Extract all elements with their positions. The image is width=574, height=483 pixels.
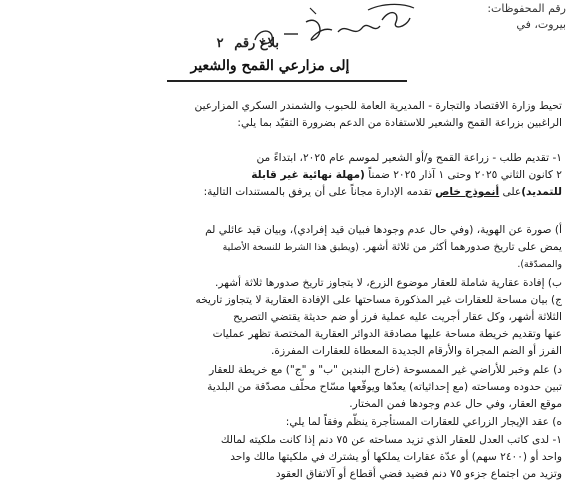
item-a-line-2 — [223, 239, 562, 256]
item-b-line-1: ب) إفادة عقارية شاملة للعقار موضوع الزرع، لا يتجاوز تاريخ صدورها ثلاثة أشهر. — [215, 277, 562, 289]
item1-final-deadline-note: (مهلة نهائية غير قابلة — [251, 169, 365, 181]
item-e1-line-1: ١- لدى كاتب العدل للعقار الذي تزيد مساحته عن ٧٥ دنم إذا كانت ملكيته لمالك — [220, 434, 562, 446]
item1-deadline-dates: ٢ كانون الثاني ٢٠٢٥ وحتى ١ آذار ٢٠٢٥ ضمناً — [368, 169, 562, 181]
notice-number-heading — [217, 36, 279, 51]
intro-line-2: الراغبين بزراعة القمح والشعير للاستفادة من الدعم بضرورة التقيّد بما يلي: — [237, 117, 562, 129]
notice-title: إلى مزارعي القمح والشعير — [190, 58, 350, 74]
item-c-line-1: ج) بيان مساحة للعقارات غير المذكورة مساحتها على الإفادة العقارية لا يتجاوز تاريخه — [195, 294, 562, 306]
item-e1-line-2: واحد أو (٢٤٠٠ سهم) أو عدّة عقارات يملكها أو يشترك في ملكيتها مالك واحد — [230, 451, 562, 463]
item1-on-word: على — [502, 186, 522, 198]
item-a-condition-note: (ويطبق هذا الشرط للنسخة الأصلية — [222, 242, 359, 253]
notice-number-value: ٢ — [216, 36, 224, 51]
item1-line-3 — [204, 184, 562, 201]
item-a-line-3: والمصدّقة). — [517, 259, 562, 270]
item-e-line-1: ه) عقد الإيجار الزراعي للعقارات المستأجرة ينظّم وفقاً لما يلي: — [285, 416, 562, 428]
intro-line-1: تحيط وزارة الاقتصاد والتجارة - المديرية العامة للحبوب والشمندر السكري المزارعين — [194, 100, 562, 112]
title-underline — [167, 80, 407, 82]
item-c-line-4: الفرز أو الضم المجراة والأرقام الجديدة المعطاة للعقارات المفرزة. — [271, 345, 562, 357]
protocol-number-label: رقم المحفوظات: — [487, 2, 566, 15]
item-a-validity: يمض على تاريخ صدورهما أكثر من ثلاثة أشهر. — [362, 241, 562, 253]
item-d-line-1: د) علم وخبر للأراضي غير الممسوحة (خارج البندين "ب" و "ج") مع خريطة للعقار — [209, 364, 562, 376]
item-d-line-3: موقع العقار، وفي حال عدم وجودها فمن المختار. — [349, 398, 562, 410]
item1-special-form: أنموذج خاص — [435, 186, 500, 198]
notice-number-label: بلاغ رقم — [234, 36, 279, 51]
item1-no-extension-note: للتمديد) — [521, 186, 562, 198]
item1-form-description: تقدمه الإدارة مجاناً على أن يرفق بالمستندات التالية: — [203, 186, 432, 198]
item-e1-line-3: وتزيد من اجتماع جزءو ٧٥ دنم فضيد فضي أقطاع أو آلاتفاق العقود — [275, 468, 562, 480]
city-date-label: بيروت، في — [516, 18, 566, 31]
item-d-line-2: تبين حدوده ومساحته (مع إحداثياته) يعدّها ويوقّعها مسّاح محلّف مصدّقة من البلدية — [207, 381, 562, 393]
item1-line-2 — [251, 167, 562, 184]
title-container — [140, 57, 400, 75]
item-a-line-1: أ) صورة عن الهوية، (وفي حال عدم وجودها فبيان قيد إفرادي)، وبيان قيد عائلي لم — [205, 224, 562, 236]
item-c-line-2: الثلاثة أشهر، وكل عقار أجريت عليه عملية فرز أو ضم حديثة يقتضي التصريح — [233, 311, 562, 323]
item-c-line-3: عنها وتقديم خريطة مساحة عليها مصادقة الدوائر العقارية المختصة تظهر عمليات — [212, 328, 562, 340]
item1-line-1: ١- تقديم طلب - زراعة القمح و/أو الشعير لموسم عام ٢٠٢٥، ابتداءً من — [256, 152, 562, 164]
